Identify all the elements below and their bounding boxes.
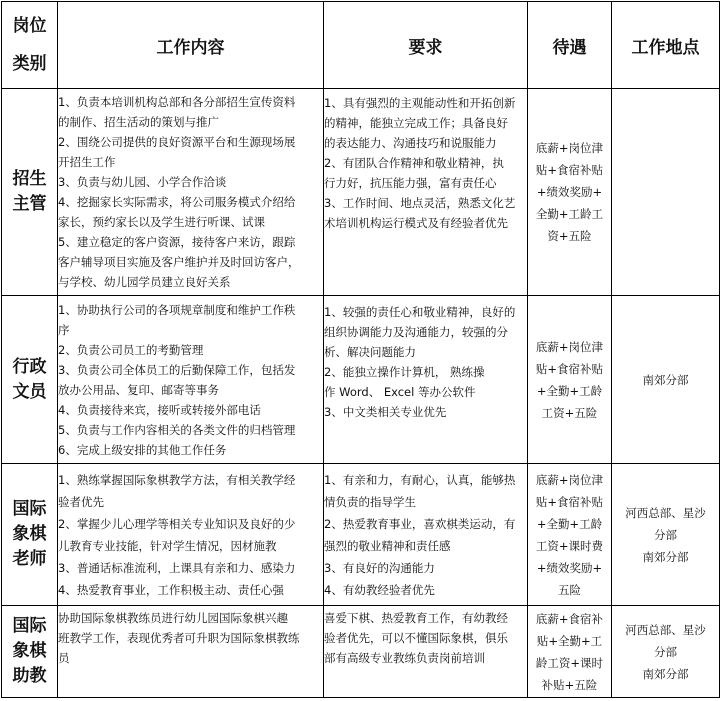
category-line: 国际: [12, 499, 47, 519]
benefit-line: 龄工资+课时: [535, 655, 604, 670]
job-requirements: [324, 464, 528, 606]
category-line: 助教: [12, 666, 47, 686]
job-content: [58, 606, 324, 698]
requirement-line: 部有高级专业教练负责岗前培训: [324, 651, 485, 665]
location-line: 南郊分部: [642, 549, 689, 564]
content-line: 员: [58, 651, 70, 665]
benefit-line: 贴+全勤+工: [536, 633, 603, 648]
job-content: [58, 464, 324, 606]
benefit-line: 底薪+食宿补: [535, 611, 604, 626]
benefit-line: +绩效奖励+: [536, 185, 603, 199]
content-line: 与学校、幼儿园学员建立良好关系: [58, 275, 231, 289]
job-benefits: [528, 464, 612, 606]
header-location: 工作地点: [612, 2, 720, 89]
table-row: [2, 464, 720, 606]
content-line: 的制作、招生活动的策划与推广: [58, 115, 219, 129]
category-line: 老师: [12, 549, 47, 569]
benefit-line: 资+五险: [547, 229, 592, 243]
content-line: 1、负责本培训机构总部和各分部招生宣传资料: [58, 95, 296, 109]
content-line: 4、挖掘家长实际需求，将公司服务模式介绍给: [58, 195, 296, 209]
table-row: [2, 296, 720, 464]
category-line: 文员: [12, 381, 47, 402]
category-line: 象棋: [12, 641, 47, 661]
header-category-line: 类别: [12, 54, 47, 74]
job-benefits: [528, 606, 612, 698]
header-content: 工作内容: [58, 2, 324, 89]
job-category: [2, 606, 58, 698]
content-line: 2、掌握少儿心理学等相关专业知识及良好的少: [58, 516, 296, 531]
job-category: [2, 89, 58, 296]
benefit-line: 补贴+五险: [541, 677, 598, 692]
job-category: [2, 296, 58, 464]
content-line: 验者优先: [58, 494, 104, 509]
benefit-line: +全勤+工龄: [536, 516, 603, 531]
content-line: 协助国际象棋教练员进行幼儿园国际象棋兴趣: [58, 611, 288, 625]
requirement-line: 2、能独立操作计算机， 熟练操: [324, 365, 485, 379]
content-line: 3、普通话标准流利，上课具有亲和力、感染力: [58, 560, 296, 575]
requirement-line: 强烈的敬业精神和责任感: [324, 538, 451, 553]
table-row: [2, 606, 720, 698]
job-requirements: [324, 89, 528, 296]
content-line: 客户辅导项目实施及客户维护并及时回访客户，: [58, 255, 300, 269]
content-line: 1、熟练掌握国际象棋教学方法，有相关教学经: [58, 472, 296, 487]
benefit-line: 底薪+岗位津: [535, 472, 604, 487]
job-content: [58, 296, 324, 464]
benefit-line: 工资+课时费: [535, 538, 604, 553]
requirement-line: 3、有良好的沟通能力: [324, 560, 435, 575]
requirement-line: 行力好，抗压能力强，富有责任心: [324, 176, 497, 190]
table-row: [2, 89, 720, 296]
requirement-line: 的精神，能独立完成工作；具备良好: [324, 116, 508, 130]
benefit-line: 五险: [558, 582, 581, 597]
job-location: [612, 606, 720, 698]
content-line: 序: [58, 322, 70, 337]
benefit-line: 底薪+岗位津: [535, 141, 604, 155]
job-benefits: [528, 296, 612, 464]
benefit-line: +全勤+工龄: [536, 383, 603, 398]
category-line: 行政: [12, 356, 47, 377]
header-benefits: 待遇: [528, 2, 612, 89]
content-line: 3、负责与幼儿园、小学合作洽谈: [58, 175, 227, 189]
benefit-line: 底薪+岗位津: [535, 339, 604, 354]
category-line: 招生: [12, 169, 47, 189]
requirement-line: 3、工作时间、地点灵活，熟悉文化艺: [324, 196, 516, 210]
requirement-line: 情负责的指导学生: [324, 494, 416, 509]
job-location: [612, 89, 720, 296]
location-line: 河西总部、星沙: [625, 622, 706, 637]
location-line: 河西总部、星沙: [625, 505, 706, 520]
job-content: [58, 89, 324, 296]
requirement-line: 喜爱下棋、热爱教育工作，有幼教经: [324, 611, 508, 625]
requirement-line: 1、具有强烈的主观能动性和开拓创新: [324, 96, 516, 110]
requirement-line: 组织协调能力及沟通能力，较强的分: [324, 325, 508, 339]
content-line: 开招生工作: [58, 155, 116, 169]
header-category-line: 岗位: [12, 16, 47, 36]
location-line: 南郊分部: [642, 666, 689, 681]
benefit-line: 贴+食宿补贴: [535, 163, 604, 177]
content-line: 4、负责接待来宾，接听或转接外部电话: [58, 402, 261, 417]
location-line: 分部: [654, 644, 677, 659]
requirement-line: 3、中文类相关专业优先: [324, 405, 447, 419]
requirement-line: 作 Word、 Excel 等办公软件: [324, 385, 476, 399]
benefit-line: 工资+五险: [541, 405, 598, 420]
requirement-line: 的表达能力、沟通技巧和说服能力: [324, 136, 497, 150]
content-line: 家长，预约家长以及学生进行听课、试课: [58, 215, 265, 229]
content-line: 5、建立稳定的客户资源，接待客户来访，跟踪: [58, 235, 296, 249]
content-line: 4、热爱教育事业，工作积极主动、责任心强: [58, 582, 284, 597]
location-line: 南郊分部: [642, 372, 689, 387]
benefit-line: 全勤+工龄工: [535, 207, 604, 221]
requirement-line: 1、较强的责任心和敬业精神，良好的: [324, 305, 516, 319]
job-location: [612, 464, 720, 606]
requirement-line: 2、热爱教育事业，喜欢棋类运动，有: [324, 516, 516, 531]
job-requirements: [324, 296, 528, 464]
content-line: 2、围绕公司提供的良好资源平台和生源现场展: [58, 135, 296, 149]
header-row: [2, 2, 720, 89]
header-requirements: 要求: [324, 2, 528, 89]
job-benefits: [528, 89, 612, 296]
job-location: [612, 296, 720, 464]
benefit-line: +绩效奖励+: [536, 560, 603, 575]
requirement-line: 术培训机构运行模式及有经验者优先: [324, 216, 508, 230]
category-line: 主管: [12, 194, 47, 214]
header-category: [2, 2, 58, 89]
content-line: 5、负责与工作内容相关的各类文件的归档管理: [58, 422, 296, 437]
job-requirements: [324, 606, 528, 698]
requirement-line: 验者优先，可以不懂国际象棋，俱乐: [324, 631, 508, 645]
requirement-line: 1、有亲和力，有耐心，认真，能够热: [324, 472, 516, 487]
content-line: 儿教育专业技能，针对学生情况，因材施教: [58, 538, 277, 553]
requirement-line: 析、解决问题能力: [324, 345, 416, 359]
content-line: 3、负责公司全体员工的后勤保障工作，包括发: [58, 362, 296, 377]
job-category: [2, 464, 58, 606]
content-line: 放办公用品、复印、邮寄等事务: [58, 382, 219, 397]
job-table: [1, 1, 720, 698]
benefit-line: 贴+食宿补贴: [535, 361, 604, 376]
content-line: 2、负责公司员工的考勤管理: [58, 342, 204, 357]
content-line: 班教学工作，表现优秀者可升职为国际象棋教练: [58, 631, 300, 645]
content-line: 1、协助执行公司的各项规章制度和维护工作秩: [58, 302, 296, 317]
category-line: 象棋: [12, 524, 47, 544]
content-line: 6、完成上级安排的其他工作任务: [58, 442, 227, 457]
location-line: 分部: [654, 527, 677, 542]
benefit-line: 贴+食宿补贴: [535, 494, 604, 509]
requirement-line: 2、有团队合作精神和敬业精神，执: [324, 156, 504, 170]
requirement-line: 4、有幼教经验者优先: [324, 582, 435, 597]
category-line: 国际: [12, 616, 47, 636]
